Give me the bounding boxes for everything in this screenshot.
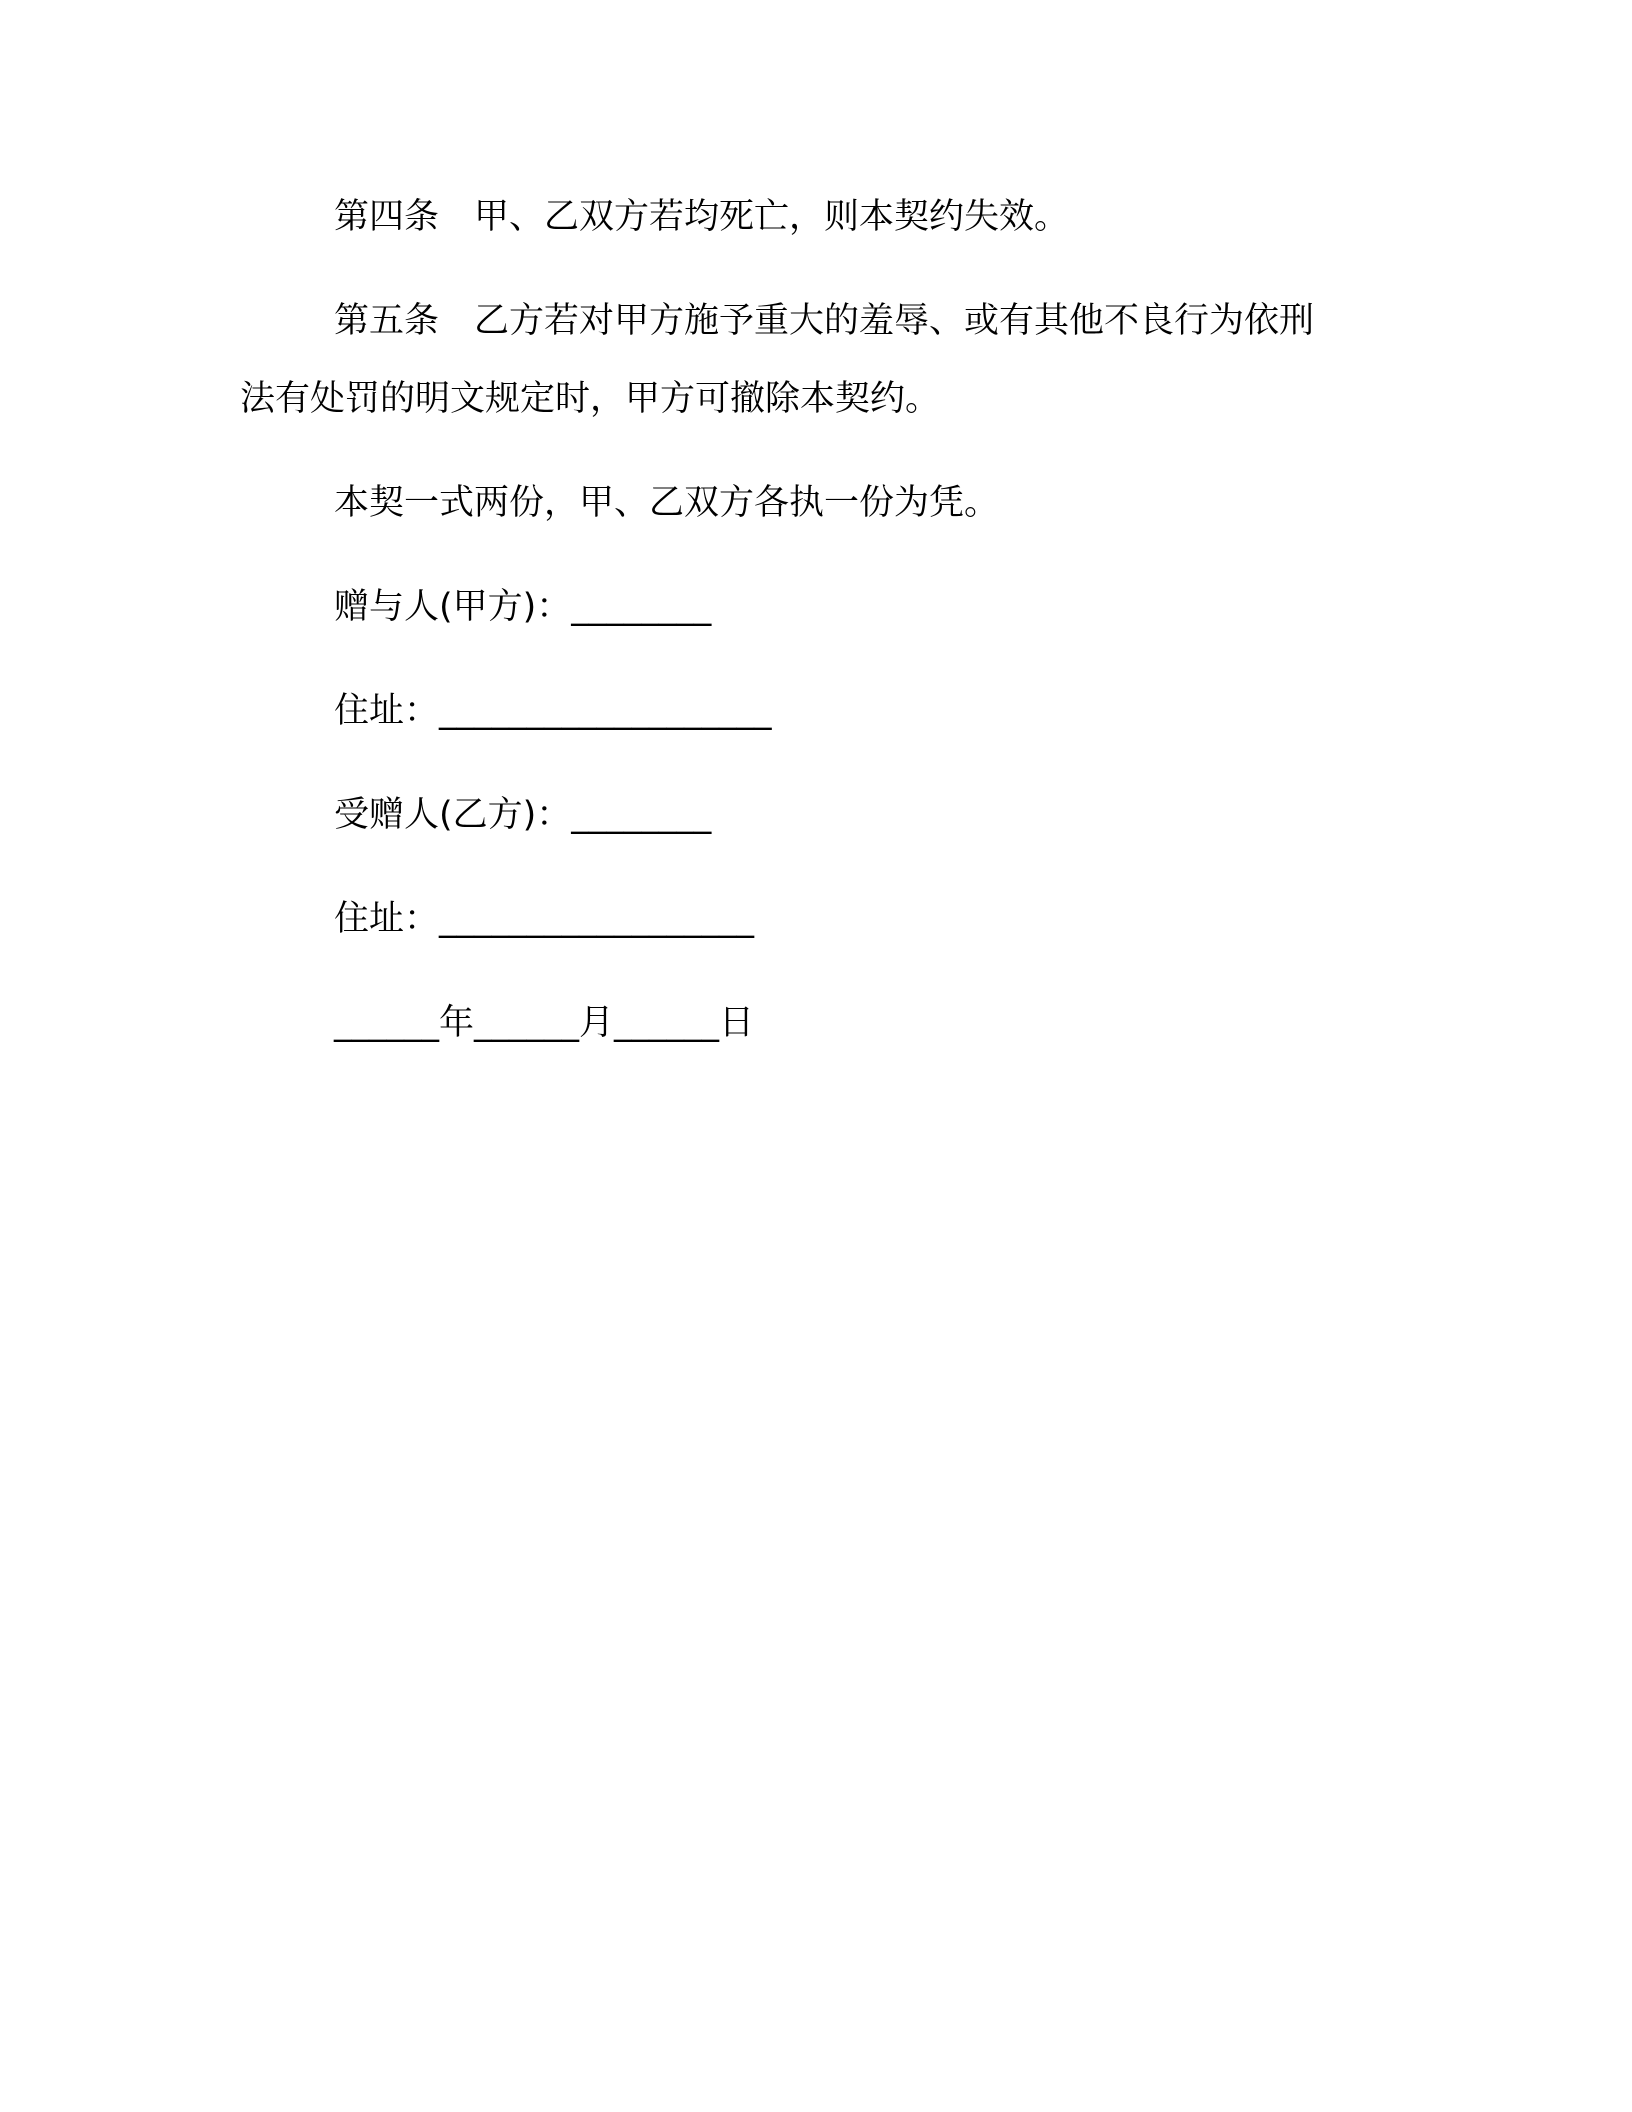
donor-signature-line: 赠与人(甲方)：________ — [334, 587, 712, 627]
article-5-text-line-1: 第五条 乙方若对甲方施予重大的羞辱、或有其他不良行为依刑 — [334, 301, 1315, 341]
donee-address-line: 住址：__________________ — [334, 899, 755, 939]
article-5-text-line-2: 法有处罚的明文规定时，甲方可撤除本契约。 — [240, 379, 941, 419]
copies-statement: 本契一式两份，甲、乙双方各执一份为凭。 — [334, 483, 1000, 523]
date-line: ______年______月______日 — [334, 1003, 755, 1043]
donor-address-line: 住址：___________________ — [334, 691, 772, 731]
article-4-text: 第四条 甲、乙双方若均死亡，则本契约失效。 — [334, 197, 1070, 237]
donee-signature-line: 受赠人(乙方)：________ — [334, 795, 712, 835]
